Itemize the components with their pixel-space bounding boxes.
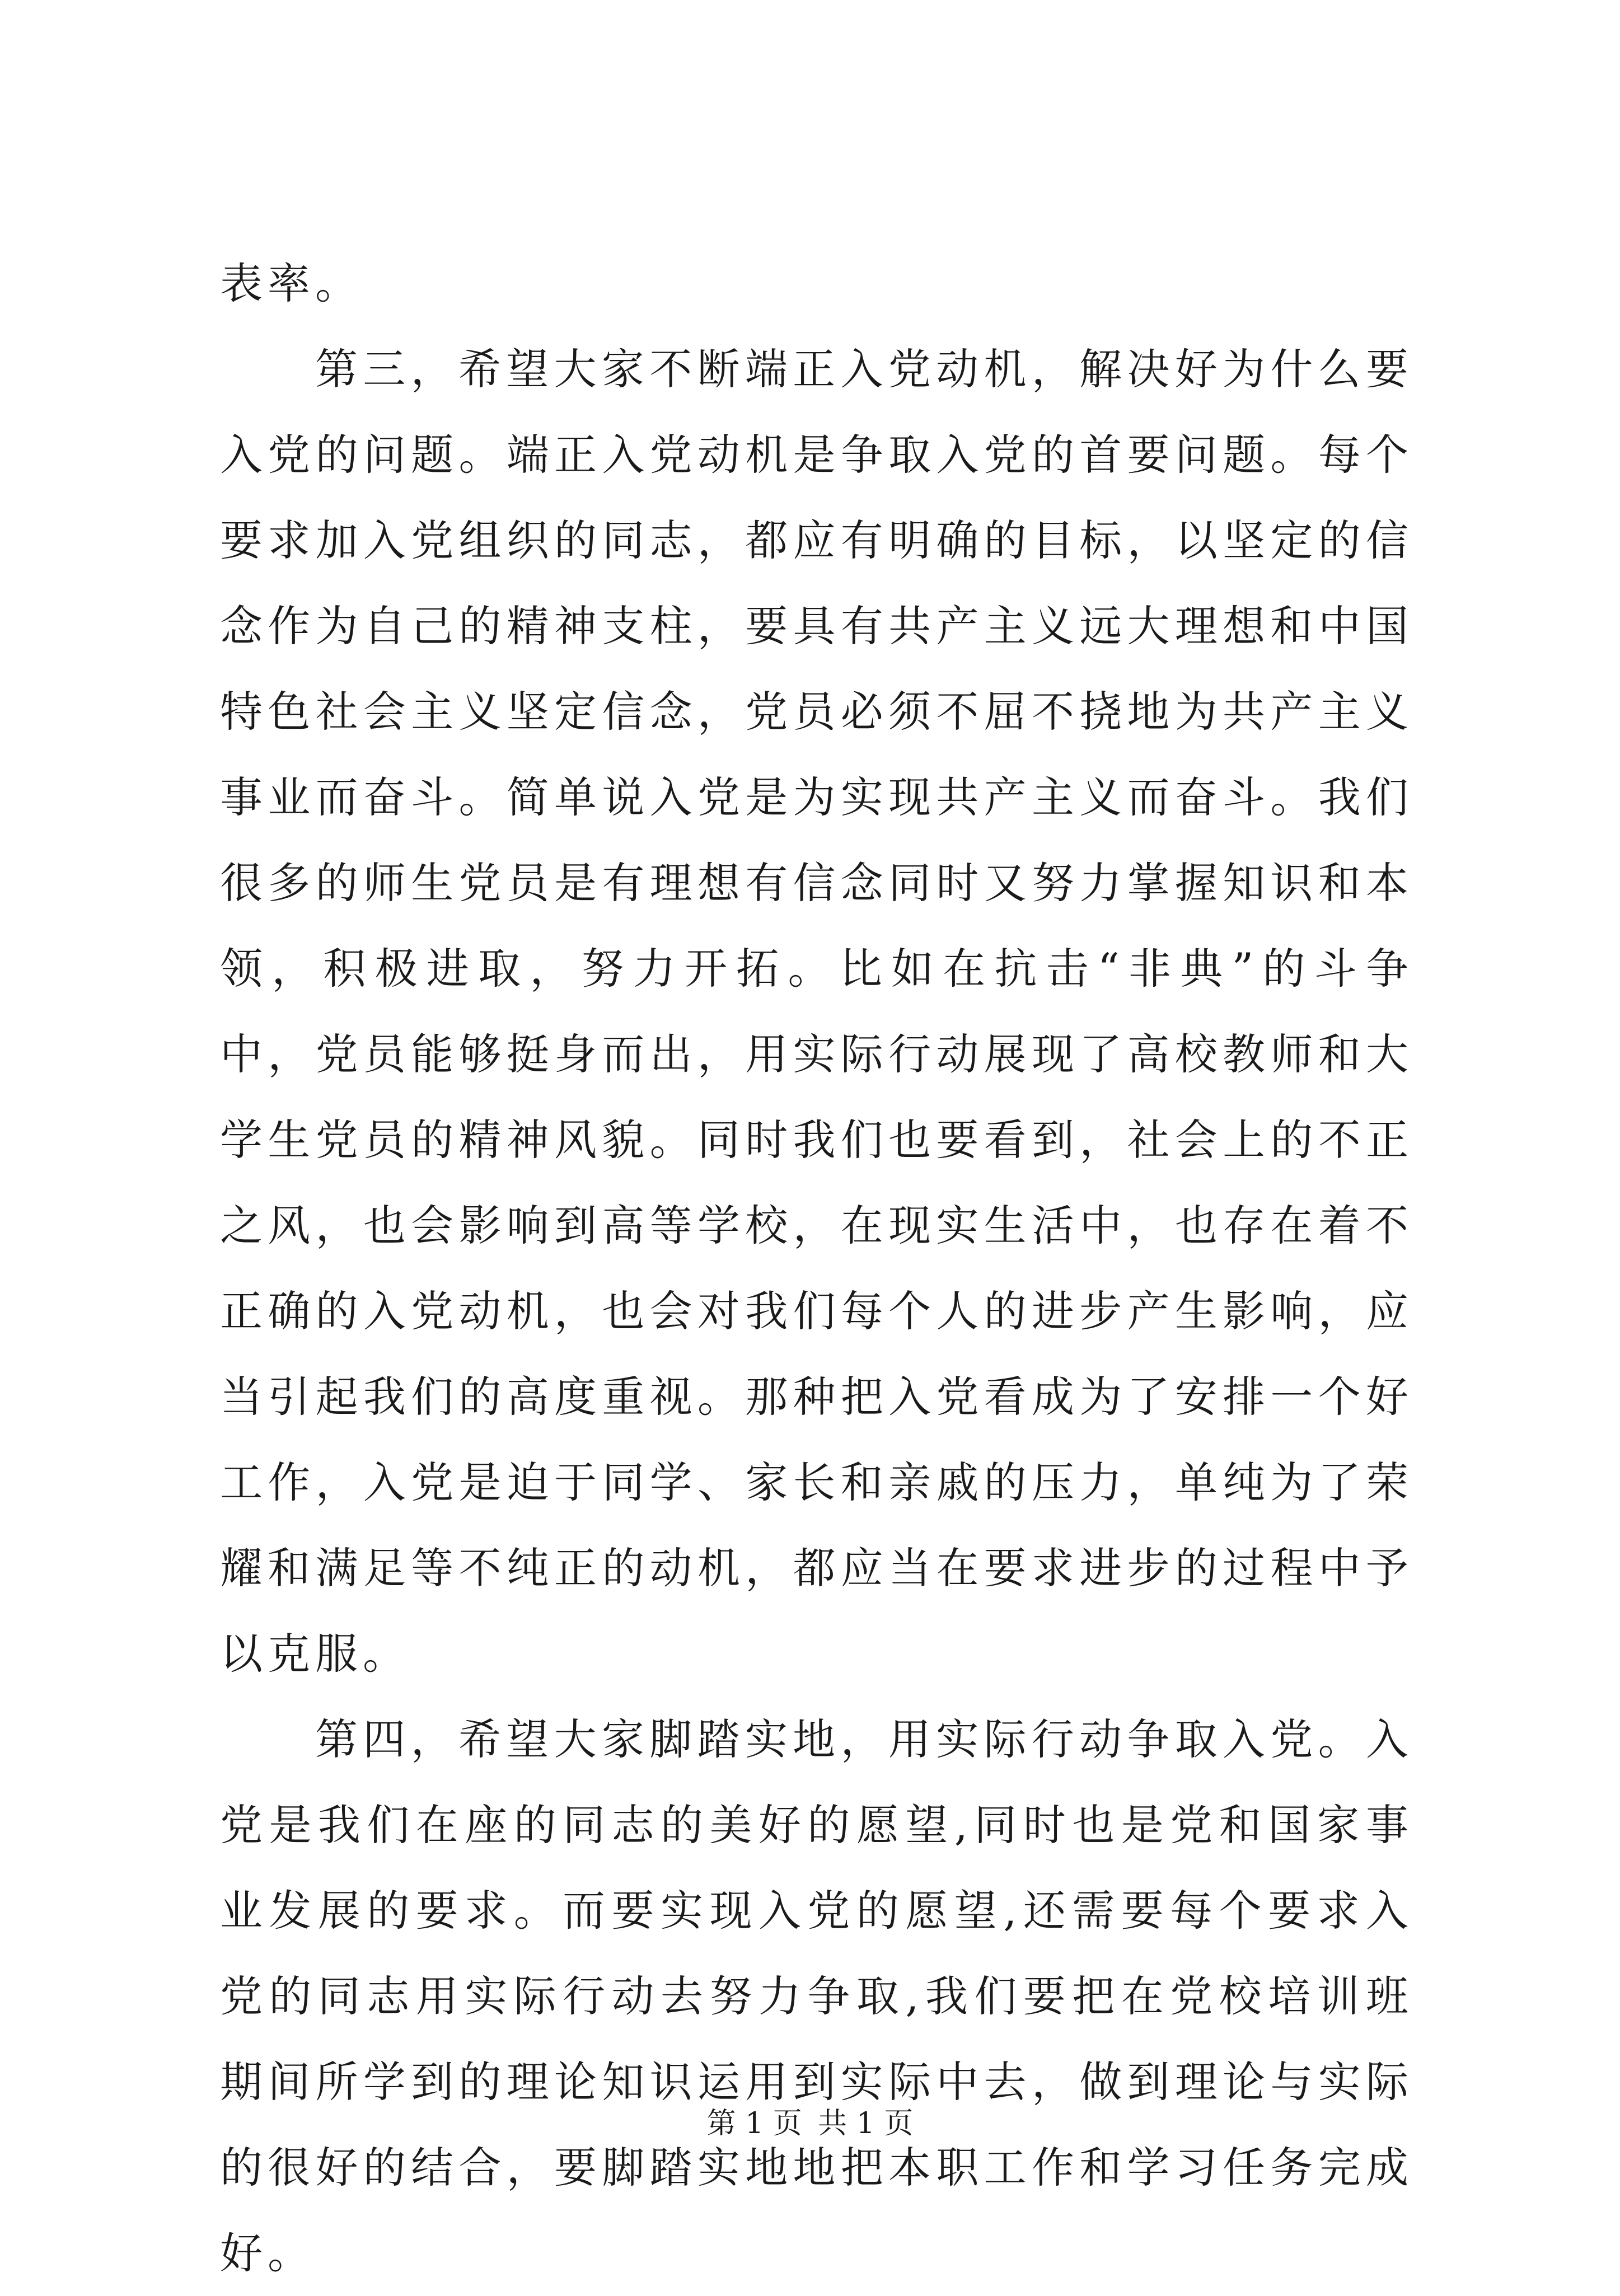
page-number: 第 1 页 [706,2107,802,2140]
page-footer [0,2106,1620,2142]
paragraph-fourth-point: 第四，希望大家脚踏实地，用实际行动争取入党。入党是我们在座的同志的美好的愿望,同时也是党和国家事业发展的要求。而要实现入党的愿望,还需要每个要求入党的同志用实际行动去努力争取,我们要把在党校培训班期间所学到的理论知识运用到实际中去，做到理论与实际的很好的结合，要脚踏实地地把本职工作和学习任务完成好。 [220,1714,1413,2278]
document-body [220,241,1413,2296]
page-total: 共 1 页 [818,2107,914,2140]
paragraph-continuation: 表率。 [220,259,363,308]
paragraph-third-point: 第三，希望大家不断端正入党动机，解决好为什么要入党的问题。端正入党动机是争取入党的首要问题。每个要求加入党组织的同志，都应有明确的目标，以坚定的信念作为自己的精神支柱，要具有共产主义远大理想和中国特色社会主义坚定信念，党员必须不屈不挠地为共产主义事业而奋斗。简单说入党是为实现共产主义而奋斗。我们很多的师生党员是有理想有信念同时又努力掌握知识和本领，积极进取，努力开拓。比如在抗击“非典”的斗争中，党员能够挺身而出，用实际行动展现了高校教师和大学生党员的精神风貌。同时我们也要看到，社会上的不正之风，也会影响到高等学校，在现实生活中，也存在着不正确的入党动机，也会对我们每个人的进步产生影响，应当引起我们的高度重视。那种把入党看成为了安排一个好工作，入党是迫于同学、家长和亲戚的压力，单纯为了荣耀和满足等不纯正的动机，都应当在要求进步的过程中予以克服。 [220,344,1413,1679]
